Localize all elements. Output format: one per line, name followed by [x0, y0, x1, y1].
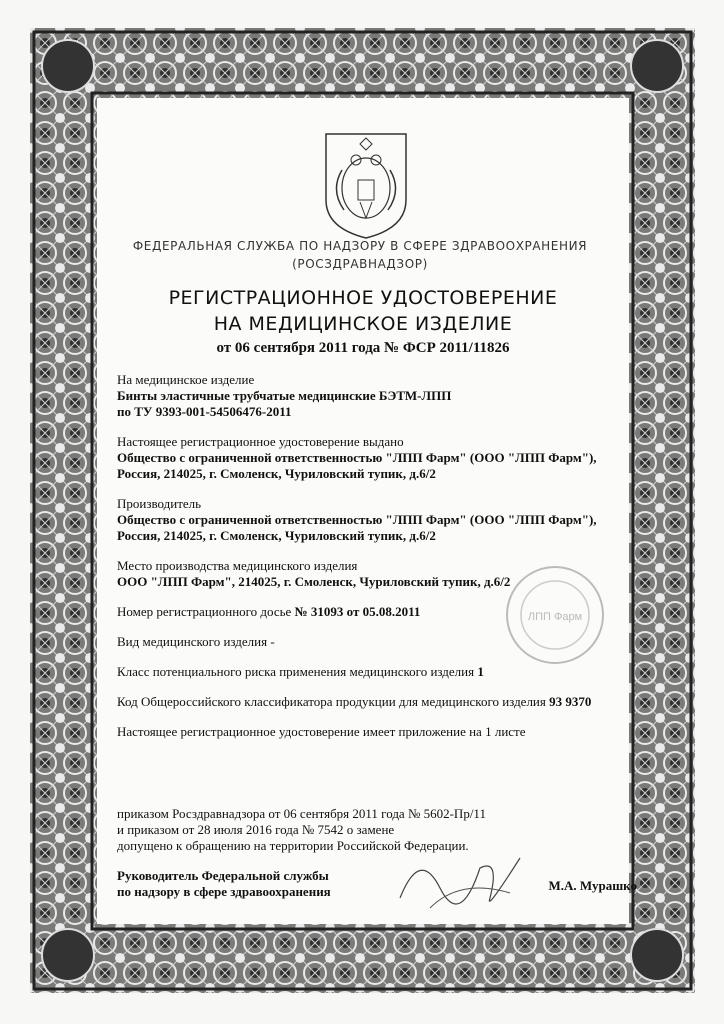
- order-line-3: допущено к обращению на территории Российской Федерации.: [117, 838, 469, 853]
- agency-abbreviation: (РОСЗДРАВНАДЗОР): [292, 257, 428, 271]
- appendix-note: Настоящее регистрационное удостоверение имеет приложение на 1 листе: [117, 724, 526, 739]
- production-site-value: ООО "ЛПП Фарм", 214025, г. Смоленск, Чуриловский тупик, д.6/2: [117, 574, 511, 589]
- kind-label: Вид медицинского изделия -: [117, 634, 275, 649]
- manufacturer-block: [117, 496, 617, 544]
- dossier-label: Номер регистрационного досье: [117, 604, 292, 619]
- issued-org: Общество с ограниченной ответственностью "ЛПП Фарм" (ООО "ЛПП Фарм"),: [117, 450, 597, 465]
- stamp-text: ЛПП Фарм: [527, 611, 583, 623]
- issued-block: [117, 434, 617, 482]
- product-name: Бинты эластичные трубчатые медицинские БЭТМ-ЛПП: [117, 388, 452, 403]
- signature-block: [117, 868, 637, 900]
- okp-code-block: [117, 694, 617, 710]
- order-footer: [117, 806, 617, 854]
- risk-class-label: Класс потенциального риска применения медицинского изделия: [117, 664, 475, 679]
- signatory-role-line-2: по надзору в сфере здравоохранения: [117, 884, 331, 899]
- issued-label: Настоящее регистрационное удостоверение выдано: [117, 434, 404, 449]
- okp-code-label: Код Общероссийского классификатора продукции для медицинского изделия: [117, 694, 546, 709]
- risk-class-value: 1: [477, 664, 484, 679]
- title-line-1: РЕГИСТРАЦИОННОЕ УДОСТОВЕРЕНИЕ: [168, 287, 558, 309]
- product-spec: по ТУ 9393-001-54506476-2011: [117, 404, 292, 419]
- document-title: [100, 285, 626, 337]
- registration-number: от 06 сентября 2011 года № ФСР 2011/11826: [216, 340, 510, 356]
- product-block: [117, 372, 617, 420]
- product-label: На медицинское изделие: [117, 372, 255, 387]
- order-line-1: приказом Росздравнадзора от 06 сентября 2011 года № 5602-Пр/11: [117, 806, 486, 821]
- okp-code-value: 93 9370: [549, 694, 592, 709]
- dossier-value: № 31093 от 05.08.2011: [294, 604, 421, 619]
- agency-name: ФЕДЕРАЛЬНАЯ СЛУЖБА ПО НАДЗОРУ В СФЕРЕ ЗДРАВООХРАНЕНИЯ: [132, 239, 588, 253]
- order-line-2: и приказом от 28 июля 2016 года № 7542 о замене: [117, 822, 395, 837]
- manufacturer-org: Общество с ограниченной ответственностью "ЛПП Фарм" (ООО "ЛПП Фарм"),: [117, 512, 597, 527]
- production-site-label: Место производства медицинского изделия: [117, 558, 358, 573]
- agency-header: [110, 237, 610, 273]
- manufacturer-label: Производитель: [117, 496, 202, 511]
- company-stamp: [500, 560, 610, 670]
- signatory-name: М.А. Мурашко: [548, 878, 637, 893]
- handwritten-signature: [390, 838, 530, 918]
- title-line-2: НА МЕДИЦИНСКОЕ ИЗДЕЛИЕ: [213, 313, 513, 335]
- russian-coat-of-arms-emblem: [320, 130, 412, 240]
- issued-address: Россия, 214025, г. Смоленск, Чуриловский тупик, д.6/2: [117, 466, 436, 481]
- manufacturer-address: Россия, 214025, г. Смоленск, Чуриловский тупик, д.6/2: [117, 528, 436, 543]
- signatory-role-line-1: Руководитель Федеральной службы: [117, 868, 329, 883]
